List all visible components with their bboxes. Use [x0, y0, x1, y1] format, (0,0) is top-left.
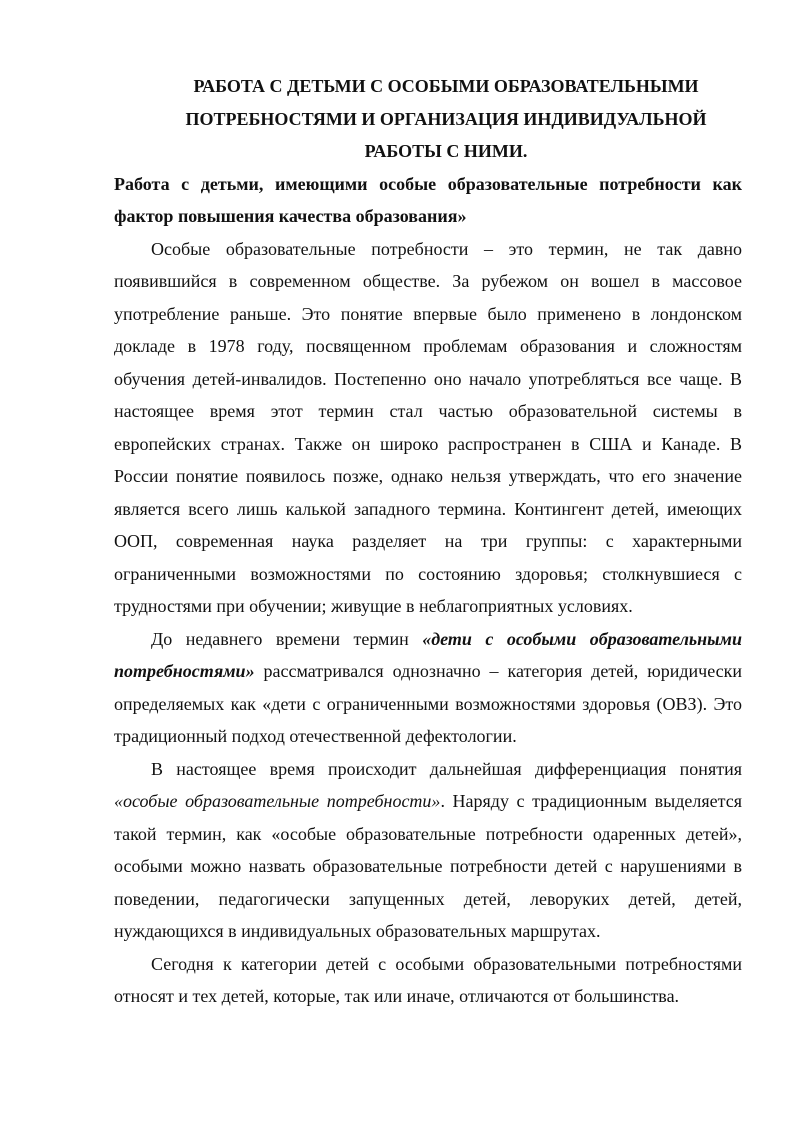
paragraph-2-text-end: рассматривался однозначно – категория детей, юридически определяемых как «дети с ограниченными возможностями здоровья (ОВЗ). Это традиционный подход отечественной дефектологии. — [114, 661, 742, 746]
paragraph-3-term: «особые образовательные потребности» — [114, 791, 441, 811]
document-title: РАБОТА С ДЕТЬМИ С ОСОБЫМИ ОБРАЗОВАТЕЛЬНЫМИ ПОТРЕБНОСТЯМИ И ОРГАНИЗАЦИЯ ИНДИВИДУАЛЬНОЙ РАБОТЫ С НИМИ. — [185, 76, 707, 161]
document-body — [114, 70, 742, 1013]
paragraph-2 — [114, 623, 742, 753]
paragraph-2-text-start: До недавнего времени термин — [151, 628, 423, 649]
paragraph-4: Сегодня к категории детей с особыми образовательными потребностями относят и тех детей, которые, так или иначе, отличаются от большинства. — [114, 953, 742, 1006]
paragraph-1: Особые образовательные потребности – это термин, не так давно появившийся в современном обществе. За рубежом он вошел в массовое употребление раньше. Это понятие впервые было применено в лондонском докладе в 1978 году, посвященном проблемам образования и сложностям обучения детей-инвалидов. Постепенно оно начало употребляться все чаще. В настоящее время этот термин стал частью образовательной системы в европейских странах. Также он широко распространен в США и Канаде. В России понятие появилось позже, однако нельзя утверждать, что его значение является всего лишь калькой западного термина. Контингент детей, имеющих ООП, современная наука разделяет на три группы: с характерными ограниченными возможностями по состоянию здоровья; столкнувшиеся с трудностями при обучении; живущие в неблагоприятных условиях. — [114, 238, 742, 616]
document-subtitle: Работа с детьми, имеющими особые образовательные потребности как фактор повышения качества образования» — [114, 173, 742, 226]
paragraph-3-text-start: В настоящее время происходит дальнейшая дифференциация понятия — [151, 758, 742, 779]
paragraph-3-text-end: . Наряду с традиционным выделяется такой термин, как «особые образовательные потребности одаренных детей», особыми можно назвать образовательные потребности детей с нарушениями в поведении, педагогически запущенных детей, леворуких детей, детей, нуждающихся в индивидуальных образовательных маршрутах. — [114, 791, 742, 941]
paragraph-3 — [114, 753, 742, 948]
paragraph-2-term: «дети с особыми образовательными потребностями» — [114, 628, 742, 681]
